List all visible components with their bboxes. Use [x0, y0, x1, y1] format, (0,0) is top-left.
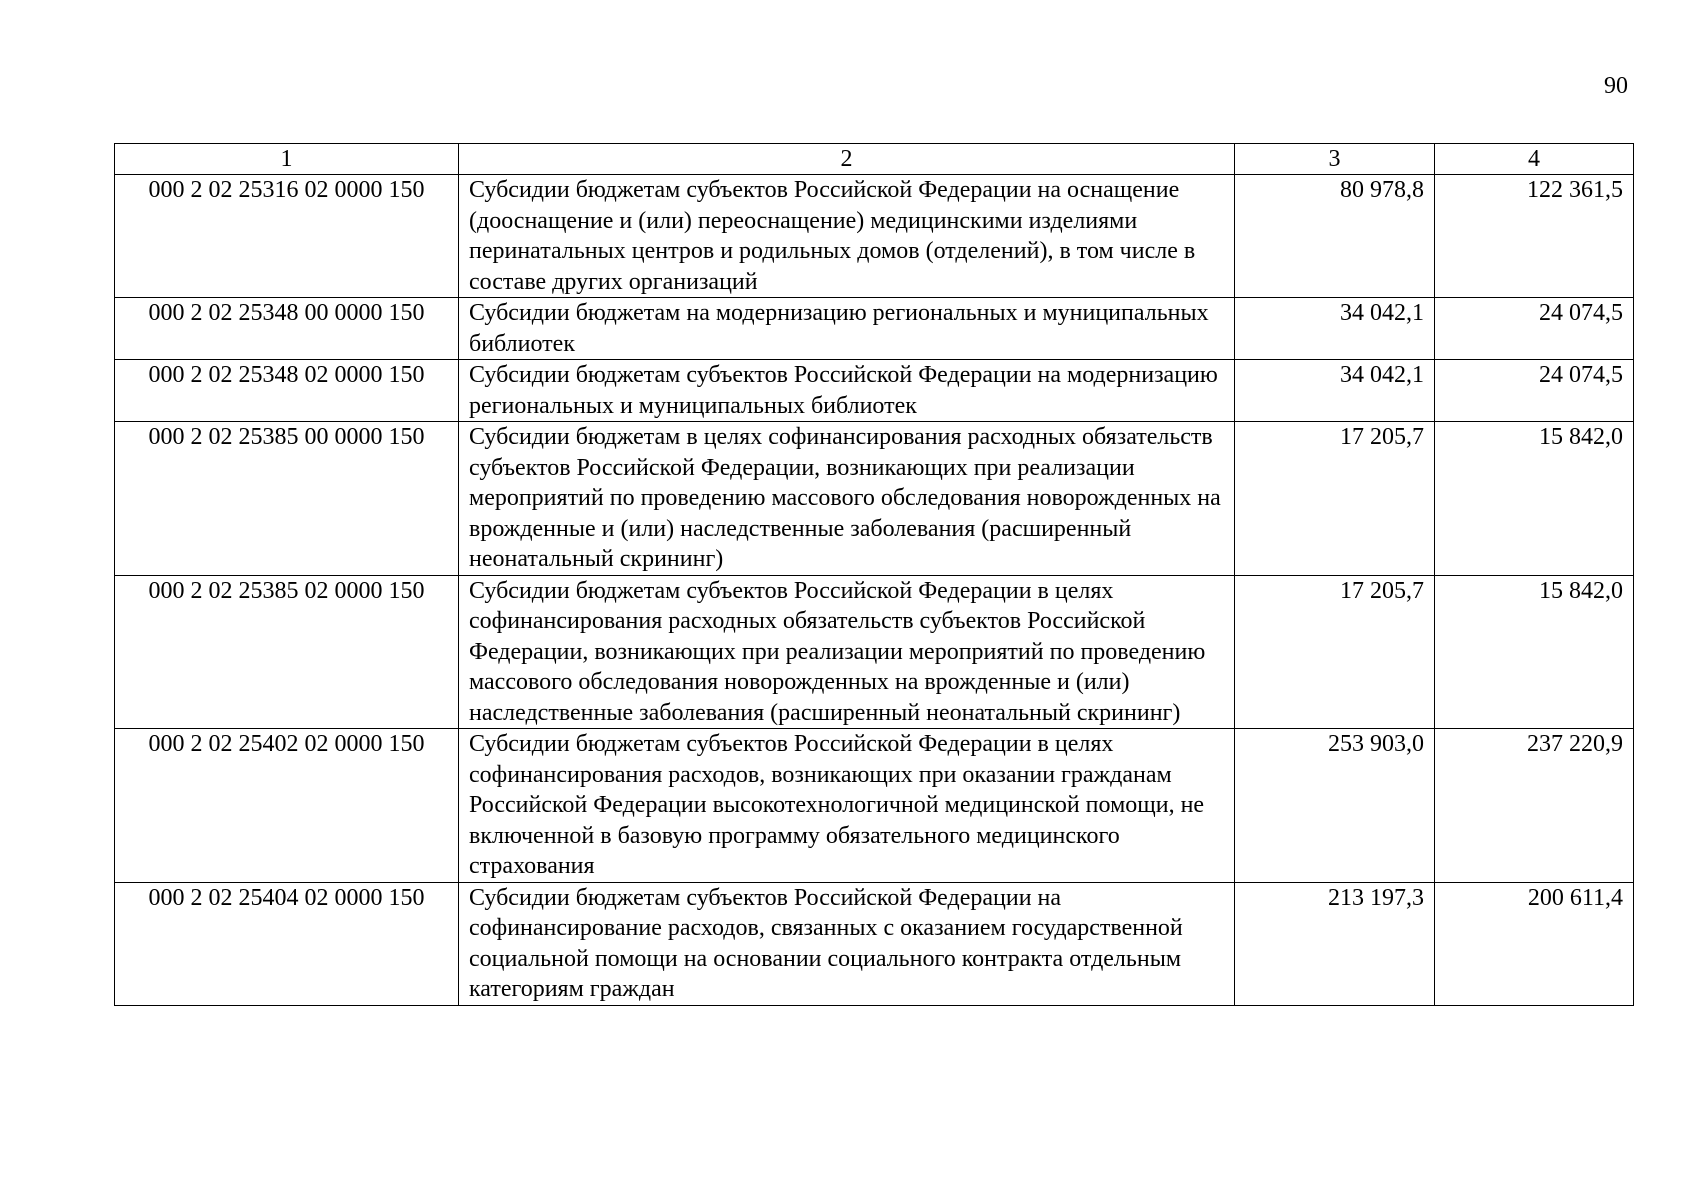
row-value-col4: 24 074,5 [1435, 298, 1634, 360]
table-row [115, 175, 1634, 298]
row-value-col3: 80 978,8 [1235, 175, 1435, 298]
row-name: Субсидии бюджетам субъектов Российской Федерации в целях софинансирования расходных обязательств субъектов Российской Федерации, возникающих при реализации мероприятий по проведению массового обследования новорожденных на врожденные и (или) наследственные заболевания (расширенный неонатальный скрининг) [459, 575, 1235, 729]
header-cell-4: 4 [1435, 144, 1634, 175]
row-name: Субсидии бюджетам в целях софинансирования расходных обязательств субъектов Российской Федерации, возникающих при реализации мероприятий по проведению массового обследования новорожденных на врожденные и (или) наследственные заболевания (расширенный неонатальный скрининг) [459, 422, 1235, 576]
row-code: 000 2 02 25385 02 0000 150 [115, 575, 459, 729]
row-code: 000 2 02 25316 02 0000 150 [115, 175, 459, 298]
table-row [115, 360, 1634, 422]
header-cell-3: 3 [1235, 144, 1435, 175]
row-name: Субсидии бюджетам субъектов Российской Федерации в целях софинансирования расходов, возникающих при оказании гражданам Российской Федерации высокотехнологичной медицинской помощи, не включенной в базовую программу обязательного медицинского страхования [459, 729, 1235, 883]
row-value-col3: 34 042,1 [1235, 298, 1435, 360]
table-header [115, 144, 1634, 175]
row-code: 000 2 02 25402 02 0000 150 [115, 729, 459, 883]
row-code: 000 2 02 25385 00 0000 150 [115, 422, 459, 576]
row-name: Субсидии бюджетам субъектов Российской Федерации на софинансирование расходов, связанных с оказанием государственной социальной помощи на основании социального контракта отдельным категориям граждан [459, 882, 1235, 1005]
budget-table [114, 143, 1634, 1006]
row-name: Субсидии бюджетам субъектов Российской Федерации на модернизацию региональных и муниципальных библиотек [459, 360, 1235, 422]
table-row [115, 882, 1634, 1005]
table-body [115, 175, 1634, 1006]
table-row [115, 575, 1634, 729]
row-value-col3: 34 042,1 [1235, 360, 1435, 422]
header-row [115, 144, 1634, 175]
row-name: Субсидии бюджетам субъектов Российской Федерации на оснащение (дооснащение и (или) переоснащение) медицинскими изделиями перинатальных центров и родильных домов (отделений), в том числе в составе других организаций [459, 175, 1235, 298]
row-code: 000 2 02 25348 00 0000 150 [115, 298, 459, 360]
row-value-col3: 17 205,7 [1235, 422, 1435, 576]
row-value-col3: 17 205,7 [1235, 575, 1435, 729]
row-value-col3: 253 903,0 [1235, 729, 1435, 883]
row-code: 000 2 02 25348 02 0000 150 [115, 360, 459, 422]
row-name: Субсидии бюджетам на модернизацию региональных и муниципальных библиотек [459, 298, 1235, 360]
page-number: 90 [1604, 73, 1628, 99]
row-value-col3: 213 197,3 [1235, 882, 1435, 1005]
row-value-col4: 237 220,9 [1435, 729, 1634, 883]
row-code: 000 2 02 25404 02 0000 150 [115, 882, 459, 1005]
row-value-col4: 24 074,5 [1435, 360, 1634, 422]
header-cell-1: 1 [115, 144, 459, 175]
row-value-col4: 15 842,0 [1435, 422, 1634, 576]
row-value-col4: 15 842,0 [1435, 575, 1634, 729]
header-cell-2: 2 [459, 144, 1235, 175]
table-row [115, 298, 1634, 360]
row-value-col4: 200 611,4 [1435, 882, 1634, 1005]
table-row [115, 422, 1634, 576]
row-value-col4: 122 361,5 [1435, 175, 1634, 298]
table-row [115, 729, 1634, 883]
